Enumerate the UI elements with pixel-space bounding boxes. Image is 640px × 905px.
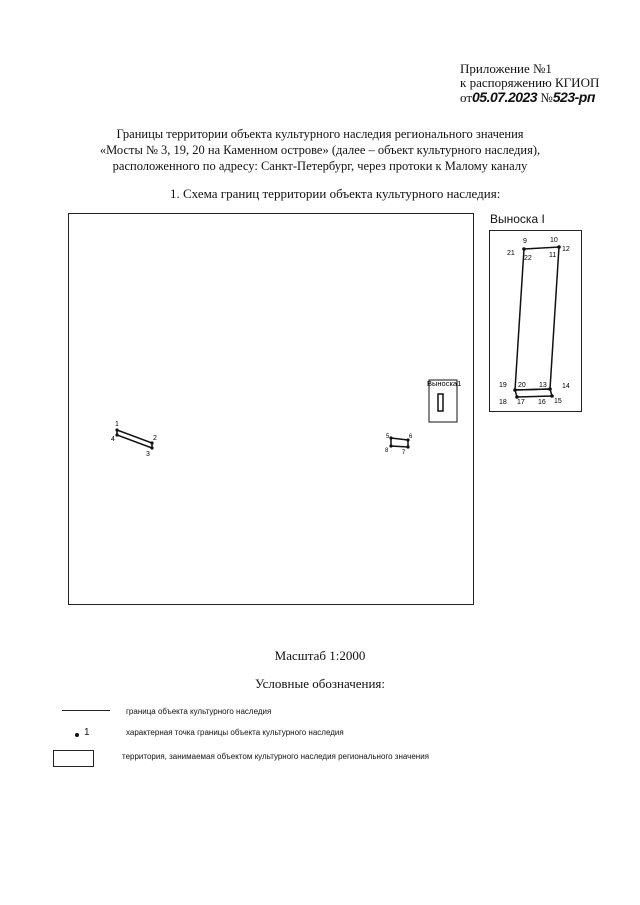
inset-drawing-frame <box>489 230 582 412</box>
map-drawing <box>69 214 475 606</box>
left-bridge-boundary <box>111 421 157 458</box>
inset-point-12: 12 <box>562 246 570 253</box>
inset-point-17: 17 <box>517 399 525 406</box>
legend-point-number: 1 <box>84 727 90 738</box>
right-bridge-boundary <box>385 434 413 456</box>
title-line3: расположенного по адресу: Санкт-Петербург, через протоки к Малому каналу <box>112 159 528 173</box>
inset-point-15: 15 <box>554 398 562 405</box>
scheme-heading: 1. Схема границ территории объекта культурного наследия: <box>170 186 501 201</box>
appendix-line1: Приложение №1 <box>460 61 552 76</box>
inset-point-14: 14 <box>562 383 570 390</box>
appendix-number-sign: № <box>540 90 553 105</box>
legend-territory-swatch <box>53 750 94 767</box>
appendix-from: от <box>460 90 473 105</box>
appendix-line3 <box>460 90 599 105</box>
point-label-7: 7 <box>402 450 406 456</box>
legend-point-swatch <box>75 733 79 737</box>
inset-point-16: 16 <box>538 399 546 406</box>
legend-item-boundary: граница объекта культурного наследия <box>126 707 272 716</box>
point-label-2: 2 <box>153 435 157 442</box>
point-label-4: 4 <box>111 436 115 443</box>
inset-point-13: 13 <box>539 382 547 389</box>
point-label-6: 6 <box>409 434 413 440</box>
appendix-number: 523-рп <box>552 89 595 105</box>
point-label-5: 5 <box>386 434 390 440</box>
inset-point-18: 18 <box>499 399 507 406</box>
inset-point-22: 22 <box>524 255 532 262</box>
inset-point-9: 9 <box>523 238 527 245</box>
legend-item-point: характерная точка границы объекта культурного наследия <box>126 728 344 737</box>
map-scale: Масштаб 1:2000 <box>274 648 366 663</box>
title-line1: Границы территории объекта культурного наследия регионального значения <box>116 127 524 141</box>
point-label-8: 8 <box>385 448 389 454</box>
inset-point-20: 20 <box>518 382 526 389</box>
appendix-line2: к распоряжению КГИОП <box>460 75 600 90</box>
inset-drawing <box>490 231 583 413</box>
callout-box <box>427 379 461 422</box>
title-line2: «Мосты № 3, 19, 20 на Каменном острове» (далее – объект культурного наследия), <box>99 143 541 157</box>
document-title <box>60 126 580 174</box>
callout-label: Выноска1 <box>427 379 462 388</box>
appendix-date: 05.07.2023 <box>472 89 538 105</box>
legend-boundary-line-swatch <box>62 710 110 711</box>
inset-point-11: 11 <box>549 252 557 259</box>
boundary-map <box>68 213 474 605</box>
point-label-1: 1 <box>115 421 119 428</box>
inset-point-10: 10 <box>550 237 558 244</box>
appendix-block <box>460 62 599 105</box>
inset-point-21: 21 <box>507 250 515 257</box>
legend-item-territory: территория, занимаемая объектом культурного наследия регионального значения <box>122 752 429 761</box>
point-label-3: 3 <box>146 451 150 458</box>
inset-label: Выноска I <box>490 212 545 226</box>
legend-title: Условные обозначения: <box>254 676 386 691</box>
inset-point-19: 19 <box>499 382 507 389</box>
